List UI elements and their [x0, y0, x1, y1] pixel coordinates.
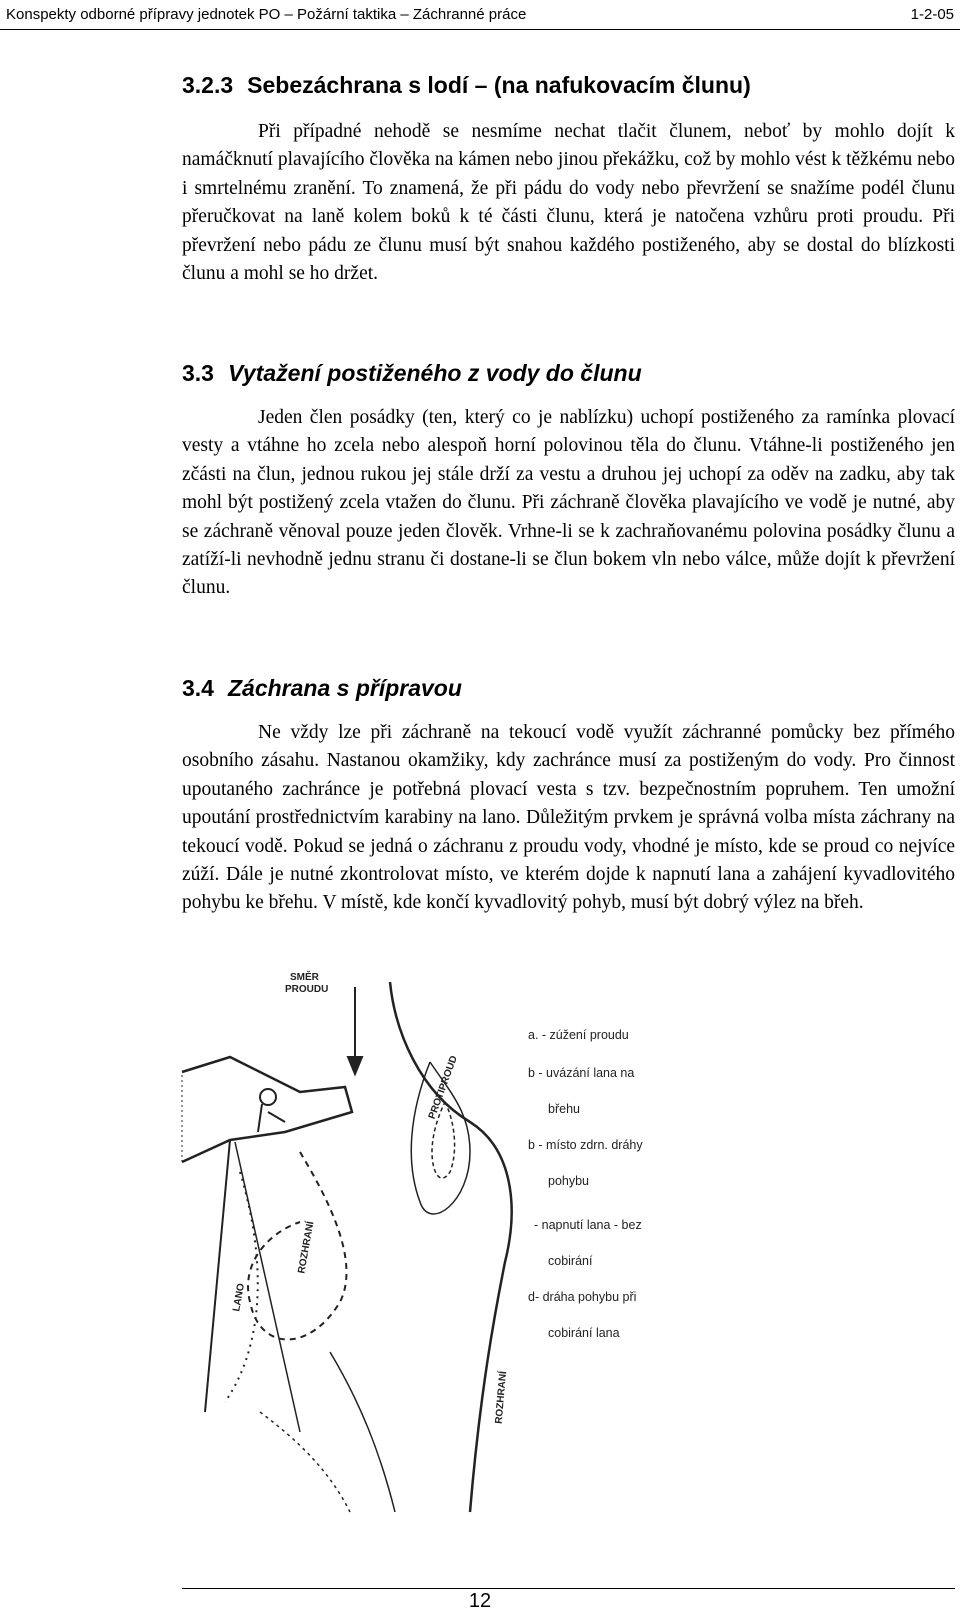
legend-item: cobirání lana — [548, 1326, 620, 1340]
section-paragraph: Ne vždy lze při záchraně na tekoucí vodě využít záchranné pomůcky bez přímého osobního zásahu. Nastanou okamžiky, kdy zachránce musí za postiženým do vody. Pro činnost upoutaného zachránce je potřebná plovací vesta s tzv. bezpečnostním popruhem. Ten umožní upoutání prostřednictvím karabiny na lano. Důležitým prvkem je správná volba místa záchrany na tekoucí vodě. Pokud se jedná o záchranu z proudu vody, vhodné je místo, kde se proud co nejvíce zúží. Dále je nutné zkontrolovat místo, ve kterém dojde k napnutí lana a zahájení kyvadlovitého pohybu ke břehu. V místě, kde končí kyvadlovitý pohyb, musí být dobrý výlez na břeh. — [182, 722, 955, 914]
page-number: 12 — [468, 1590, 492, 1612]
section-title: Vytažení postiženého z vody do člunu — [227, 360, 642, 386]
section-title: Sebezáchrana s lodí – (na nafukovacím člunu) — [247, 72, 751, 98]
section-number: 3.2.3 — [182, 72, 234, 98]
page-header — [0, 0, 960, 30]
section-heading-3-3 — [182, 360, 642, 387]
section-paragraph: Jeden člen posádky (ten, který co je nablízku) uchopí postiženého za ramínka plovací vesty a vtáhne ho zcela nebo alespoň horní polovinou těla do člunu. Vtáhne-li postiženého jen zčásti na člun, jednou rukou jej stále drží za vestu a druhou jej uchopí za oděv na zadku, aby tak mohl být postižený zcela vtažen do člunu. Při záchraně člověka plavajícího ve vodě je nutné, aby se záchraně věnoval pouze jeden člověk. Vrhne-li se k zachraňovanému polovina posádky člunu a zatíží-li nevhodně jednu stranu či dostane-li se člun bokem vln nebo válce, může dojít k převržení člunu. — [182, 407, 955, 599]
footer-rule — [182, 1588, 955, 1589]
legend-item: a. - zúžení proudu — [528, 1028, 629, 1042]
header-title: Konspekty odborné přípravy jednotek PO – Požární taktika – Záchranné práce — [6, 6, 527, 23]
path-label-3: ROZHRANÍ — [493, 1370, 510, 1425]
legend-item: d- dráha pohybu při — [528, 1290, 637, 1304]
legend-item: cobirání — [548, 1254, 593, 1268]
pendulum-path — [248, 1152, 346, 1340]
section-number: 3.3 — [182, 360, 214, 386]
section-number: 3.4 — [182, 675, 214, 701]
legend-item: pohybu — [548, 1174, 590, 1188]
legend-item: b - uvázání lana na — [528, 1066, 635, 1080]
rescue-diagram-drawing — [0, 972, 960, 1532]
path-label-1: ROZHRANÍ — [296, 1220, 317, 1275]
rope-line — [205, 1140, 230, 1412]
header-code: 1-2-05 — [910, 6, 954, 23]
flow-label-2: PROUDU — [285, 984, 329, 995]
section-title: Záchrana s přípravou — [227, 675, 462, 701]
header-rule — [0, 29, 960, 30]
legend-item: břehu — [548, 1102, 580, 1116]
flow-arrow-head — [348, 1057, 362, 1074]
flow-label-1: SMĚR — [290, 972, 319, 983]
legend-item: - napnutí lana - bez — [534, 1218, 642, 1232]
section-heading-3-2-3 — [182, 72, 751, 99]
path-label-2: PROTIPROUD — [426, 1054, 460, 1121]
section-paragraph: Při případné nehodě se nesmíme nechat tlačit člunem, neboť by mohlo dojít k namáčknutí plavajícího člověka na kámen nebo jinou překážku, což by mohlo vést k těžkému nebo i smrtelnému zranění. To znamená, že při pádu do vody nebo převržení se snažíme podél člunu přeručkovat na laně kolem boků k té části člunu, která je natočena vzhůru proti proudu. Při převržení nebo pádu ze člunu musí být snahou každého postiženého, aby se dostal do blízkosti člunu a mohl se ho držet. — [182, 121, 955, 285]
section-heading-3-4 — [182, 675, 462, 702]
rescue-diagram — [0, 972, 960, 1532]
legend-item: b - místo zdrn. dráhy — [528, 1138, 643, 1152]
left-bank-line — [182, 1057, 352, 1162]
rope-label: LANO — [231, 1282, 248, 1313]
